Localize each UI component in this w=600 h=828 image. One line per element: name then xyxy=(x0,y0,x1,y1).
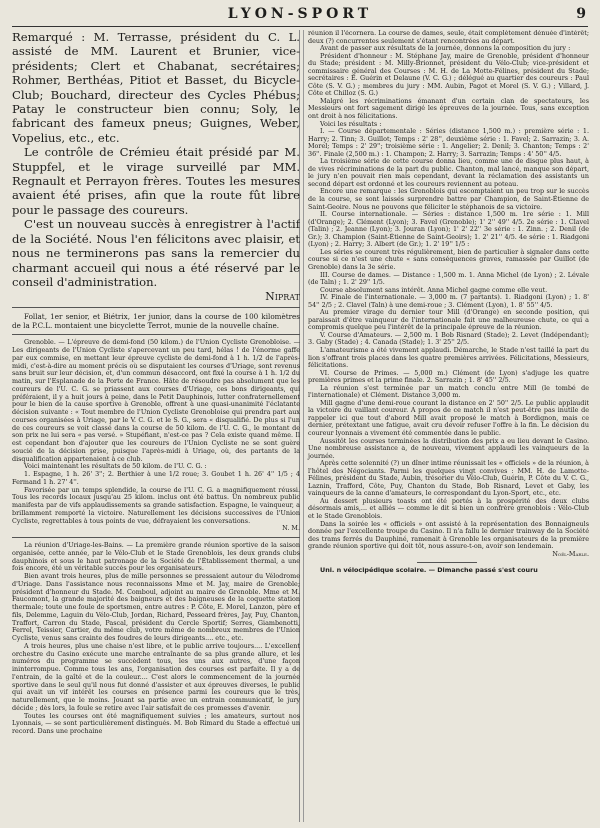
uriage-paragraph-3: A trois heures, plus une chaise n'est libre, et le public arrive toujours.... L'excellent orchestre du Casino exécute une marche entraînante de sa plus grande allure, et les numéros du programme se succèdent tous, les uns aux autres, d'une façon ininterrompue. Comme tous les ans, l'organisation des courses est parfaite. Il y a de l'entrain, de la gaîté et de la couleur.... C'est alors le commencement de la journée sportive dans le seul qu'il nous fut donné d'assister et aux épreuves diverses, le public qui avait un vif intérêt les courses en présence parmi les coureurs que le très, naturellement, que le moins. Jouant sa partie avec un entrain communicatif, le jury décide ; dès lors, la foule se retire avec l'air satisfait de ces promesses d'avenir. xyxy=(12,641,300,712)
uriage-article: La réunion d'Uriage-les-Bains. — La première grande réunion sportive de la saison organisée, cette année, par le Vélo-Club et le Stade Grenoblois, les deux grands clubs dauphinois et sous le haut patronage de la Société de l'Établissement thermal, a une fois encore, été un véritable succès pour les organisateurs. xyxy=(12,541,300,573)
result-comment-1: La troisième série de cette course donna lieu, comme une de disque plus haut, à de vives récriminations de la part du public. Chanton, mal lancé, manque son départ, le jury n'en pouvait rien mais cependant, devant la réclamation des assistants un second départ est ordonné et les coureurs reviennent au poteau. xyxy=(308,157,589,188)
intro-lead: Remarqué : M. Terrasse, président du C. L. assisté de MM. Laurent et Brunier, vice-présidents; Clert et Chabanat, secrétaires; Rohmer, Berthéas, Pitiot et Basset, du Bicycle-Club; Bouchard, directeur des Cycles Phébus; Patay le constructeur bien connu; Soly, le fabricant des fameux pneus; Guignes, Weber, Vopelius, etc., etc. xyxy=(12,30,300,145)
uriage-paragraph-4: Toutes les courses ont été magnifiquement suivies ; les amateurs, surtout nos Lyonnais, — se sont particulièrement distingués. M. Bob Rimard du Stade a effectué un record. Dans une prochaine xyxy=(12,711,300,736)
grenoble-article: Grenoble. — L'épreuve de demi-fond (50 kilom.) de l'Union Cycliste Grenobloise. — Les dirigeants de l'Union Cycliste s'apercevant un peu tard, hélas ! de l'énorme gaffe par eux commise, en mettant leur épreuve cycliste de demi-fond à 1 h. 1/2 de l'après-midi, c'est-à-dire au moment précis où se disputaient les courses d'Uriage, sont revenus sans bruit sur leur décision, et, d'un commun désaccord, ont fixé la course à 1 h. 1/2 du matin, sur l'Esplanade de la Porte de France. Hâte de résoudre pas absolument que les coureurs de l'U. C. G. se priassent aux courses d'Uriage, ces bons dirigeants, qui préféraient, il y a huit jours à peine, dans le Petit Dauphinois, lutter confraternellement pour le bien de la cause sportive à Grenoble, offrent à une quasi-unanimité l'éclatante décision suivante : « Tout membre de l'Union Cycliste Grenobloise qui prendra part aux courses organisées à Uriage, par le V. C. G. et le S. G., sera « disqualifié. De plus si l'un de ces coureurs se voit classé dans la course de 50 kilom. de l'U. C. G., le montant de son prix ne lui sera « pas versé. » Stupéfiant, n'est-ce pas ? Cela existe quand même. Il est cependant bon d'ajouter que les coureurs de l'Union Cycliste ne se sont guère soucié de la décision prise, puisque l'après-midi à Uriage, où, des partants de la disqualification appartenaient à ce club. xyxy=(12,338,300,463)
result-comment-2: Encore une remarque : les Grenoblois qui escomptaient un peu trop sur le succès de la course, se sont laissés surprendre battre par Champion, de Saint-Étienne de Saint-Geoire. Nous ne pouvons que féliciter le stéphanois de sa victoire. xyxy=(308,187,589,211)
result-finale: IV. Finale de l'internationale. — 3,000 m. (7 partants). 1. Riadgoni (Lyon) ; 1. 8' 54'' 2/5 ; 2. Clavel (Taln) à une demi-roue ; 3. Clément (Lyon), 1. 8' 55'' 4/5. xyxy=(308,293,589,309)
right-paragraph-4: Malgré les récriminations émanant d'un certain clan de spectateurs, les Messieurs ont fort sagement dirigé les épreuves de la journée. Tous, sans exception ont droit à nos félicitations. xyxy=(308,96,589,121)
grenoble-paragraph-2: Favorisée par un temps splendide, la course de l'U. C. G. a magnifiquement réussi. Tous les records locaux jusqu'au 25 kilom. inclus ont été battus. Un nombreux public manifesta par de vifs applaudissements sa grande satisfaction. Espagne, le vainqueur, a brillamment remporté la victoire. Naturellement les décisions successives de l'Union Cycliste, regrettables à tous points de vue, défrayaient les conversations. xyxy=(12,485,300,525)
result-comment-7: La réunion s'est terminée par un match conclu entre Mill (le tombé de l'internationale) et Clément. Distance 3,000 m. xyxy=(308,383,589,400)
uriage-paragraph-2: Bien avant trois heures, plus de mille personnes se pressaient autour du Vélodrome d'Uriage. Dans l'assistance nous reconnaissons Mme et M. Jay, maire de Grenoble; président d'honneur du Stade. M. Comboul, adjoint au maire de Grenoble. Mme et M. Faucomont, la grande majorité des baigneurs et des baigneuses de la coquette station thermale; toute une foule de sportsmen, entre autres : P. Côte, E. Morel, Lanzon, père et fils, Delemme, Laguin du Vélo-Club, Jordan, Richard, Pesseard frères, Jay, Puy, Chanton, Traffort, Carron du Stade, Pascal, président du Cercle Sportif; Serres, Giambenotti, Ferrel, Teissier, Cartier, du même club, votre même de nombreux membres de l'Union Cycliste, venus sans crainte des foudres de leurs dirigeants.... etc., etc. xyxy=(12,572,300,643)
section-rule xyxy=(417,562,477,563)
result-comment-8: Mill gagne d'une demi-roue courant la distance en 2' 50'' 2/5. Le public applaudit la victoire du vaillant coureur. A propos de ce match il n'est peut-être pas inutile de rappeler ici que tout d'abord Mill avait proposé le match à Bordignon, mais ce dernier, prétextant une fatigue, avait cru devoir refuser l'offre à la fin. Le décision du coureur lyonnais a vivement été commentée dans le public. xyxy=(308,398,589,437)
masthead-title: LYON-SPORT xyxy=(227,6,373,22)
page-header xyxy=(12,4,588,27)
result-departementale: I. — Course départementale : Séries (distance 1,500 m.) : première série : 1. Harry; 2. Tinn; 3. Guillot; Temps : 2' 28'', deuxième série : 1. Favel; 2. Sarrazin; 3. A. Morel; Temps : 2' 29''; troisième série : 1. Angelier; 2. Denil; 3. Chanton; Temps : 2' 36''. Finale (2,500 m.) : 1. Champon; 2. Harry; 3. Sarrazin; Temps : 4' 50'' 4/5. xyxy=(308,127,589,158)
left-column xyxy=(12,30,300,822)
result-amateurs: V. Course d'Amateurs. — 2,500 m. 1 Bob Risnard (Stade); 2. Levet (Indépendant); 3. Gaby (Stade) ; 4. Canada (Stade); 1. 3' 25'' 2/5. xyxy=(308,330,589,347)
grenoble-results-lead: Voici maintenant les résultats de 50 kilom. de l'U. C. G. : xyxy=(24,462,207,471)
section-rule xyxy=(12,334,300,335)
right-paragraph-1: réunion il l'écornera. La course de dames, seule, était complètement dénuée d'intérêt; deux (?) concurrentes seulement s'étant rencontrées au départ. xyxy=(308,30,589,45)
result-dames: III. Course de dames. — Distance : 1,500 m. 1. Anna Michel (de Lyon) ; 2. Lévale (de Taln) ; 1. 2' 29'' 1/5. xyxy=(308,270,589,287)
right-column xyxy=(303,30,589,822)
result-primes: VI. Course de Primes. — 5,000 m.) Clément (de Lyon) s'adjuge les quatre premières primes et la prime finale. 2. Sarrazin ; 1. 8' 45'' 2/5. xyxy=(308,368,589,385)
result-comment-4: Course absolument sans intérêt. Anna Michel gagne comme elle veut. xyxy=(320,285,548,294)
result-comment-9: Aussitôt les courses terminées la distribution des prix a eu lieu devant le Casino. Une nombreuse assistance a, de nouveau, vivement applaudi les vainqueurs de la journée. xyxy=(308,436,589,460)
result-comment-5: Au premier virage du dernier tour Mill (d'Orange) en seconde position, qui paraissait d'être vainqueur de l'internationale fait une malheureuse chute, ce qui a compromis quelque peu l'intérêt de la principale épreuve de la réunion. xyxy=(308,308,589,332)
intro-paragraph-3: C'est un nouveau succès à enregistrer à l'actif de la Société. Nous l'en félicitons avec plaisir, et nous ne terminerons pas sans la remercier du charmant accueil qui nous a été réservé par le conseil d'administration. xyxy=(12,217,300,289)
result-comment-6: L'amateurisme a été vivement applaudi. Démarche, le Stade n'est taillé la part du lion s'offrant trois places dans les quatre premières arrivées. Félicitations, Messieurs, félicitations. xyxy=(308,345,589,370)
jury-composition: Président d'honneur : M. Stéphane Jay, maire de Grenoble, président d'honneur du Stade; président : M. Milly-Brionnet, président du Vélo-Club; vice-président et commissaire général des Courses : M. H. de La Motte-Félines, président du Stade; secrétaires : E. Guérin et Delaune (V. C. G.) ; délégué au quartier des coureurs : Paul Côte (S. V. G.) ; membres du jury : MM. Aubin, Pagot et Morel (S. V. G.) ; Villard, J. Côte et Chilloz (S. G.) xyxy=(308,51,589,98)
intro-signature: Niprat xyxy=(265,290,300,304)
result-comment-11: Au dessert plusieurs toasts ont été portés à la prospérité des deux clubs désormais amis,... et alliés — comme le dit si bien un confrère grenoblois : Vélo-Club et le Stade Grenoblois. xyxy=(308,496,589,520)
right-signature: Noël-Marle. xyxy=(552,549,589,558)
result-comment-12: Dans la soirée les « officiels » ont assisté à la représentation des Bonnaigneuls donnée par l'excellente troupe du Casino. Il n'a fallu le dernier trainway de la Société des trams ferrés du Dauphiné, ramenait à Grenoble les organisateurs de la première grande réunion sportive qui doit tôt, nous assure-t-on, avoir son lendemain. xyxy=(308,519,589,551)
right-paragraph-2: Avant de passer aux résultats de la journée, donnons la composition du jury : xyxy=(320,44,571,53)
section-rule xyxy=(12,307,300,308)
intro-paragraph-2: Le contrôle de Crémieu était présidé par M. Stuppfel, et le virage surveillé par MM. Regnault et Perrayon frères. Toutes les mesures avaient été prises, afin que la route fût libre pour le passage des coureurs. xyxy=(12,145,300,217)
grenoble-results: 1. Espagne, 1 h. 26' 3''; 2. Berthier à une 1/2 roue; 3. Goubet 1 h. 26' 4'' 1/5 ; 4 Fermand 1 h. 27' 4''. xyxy=(12,470,300,486)
results-lead: Voici les résultats : xyxy=(320,119,382,128)
grenoble-signature: N. M. xyxy=(282,524,300,533)
result-comment-10: Après cette solennité (?) un dîner intime réunissait les « officiels » de la réunion, à l'hôtel des Négociants. Parmi les quelques vingt convives : MM. H. de Lamotte-Félines, président du Stade, Aubin, trésorier du Vélo-Club, Guérin, P. Côte du V. C. G., Laznin, Trafford, Côte, Puy, Chanton du Stade, Bob Risnard, Levet et Gaby, les vainqueurs de la canne d'amateurs, le correspondant du Lyon-Sport, etc., etc. xyxy=(308,459,589,498)
page-number: 9 xyxy=(576,6,586,22)
section-rule xyxy=(12,537,300,538)
footer-headline: Uni. n vélocipédique scolaire. — Dimanche passé s'est couru xyxy=(320,566,538,575)
terrot-note: Follat, 1er senior, et Biétrix, 1er junior, dans la course de 100 kilomètres de la P.C.L. montaient une bicyclette Terrot, munie de la nouvelle chaîne. xyxy=(12,312,300,331)
result-comment-3: Les séries se courent très régulièrement, bien de particulier à signaler dans cette course si ce n'est une chute « sans conséquences graves, ramassée par Guillot (de Grenoble) dans la 3e série. xyxy=(308,247,589,271)
result-internationale: II. Course internationale. — Séries : distance 1,500 m. 1re série : 1. Mill (d'Orange); 2. Clément (Lyon); 3. Favel (Grenoble); 1' 2'' 49'' 4/5. 2e série : 1. Clavel (Talin) ; 2. Jeanne (Lyon); 3. Jouran (Lyon); 1' 2' 22'' 3e série : 1. Zinn. ; 2. Denil (de Gr.); 3. Champion (Saint-Étienne de Saint-Geoirs); 1. 2' 21'' 4/5. 4e série : 1. Riadgoni (Lyon) ; 2. Harry; 3. Albert (de Gr.); 1. 2' 19'' 1/5 : xyxy=(308,210,589,249)
